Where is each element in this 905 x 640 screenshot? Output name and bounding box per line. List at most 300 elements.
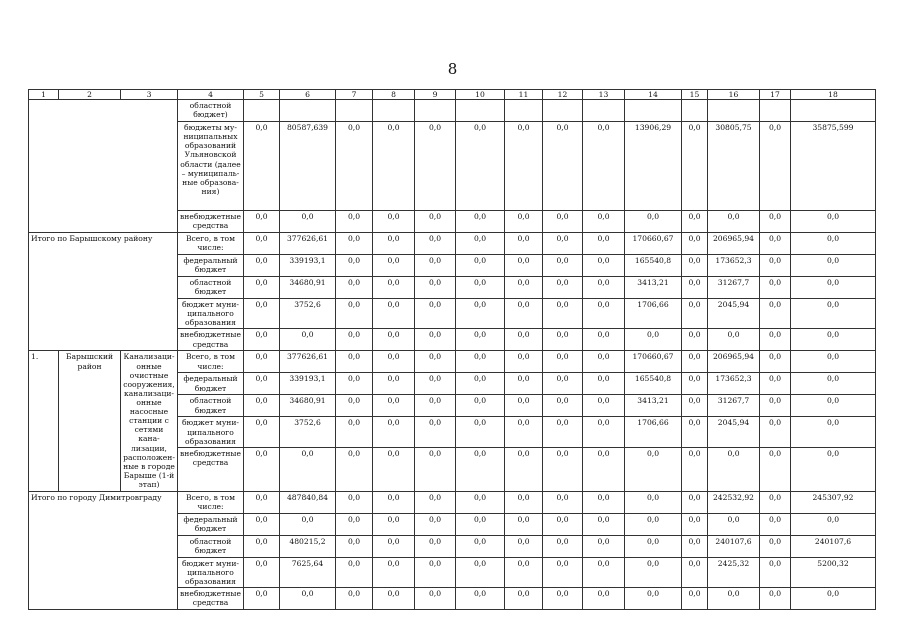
value-cell: 0,0: [543, 233, 583, 255]
value-cell: 34680,91: [280, 277, 336, 299]
value-cell: 0,0: [415, 513, 456, 535]
value-cell: 0,0: [583, 417, 625, 447]
budget-table: [28, 89, 876, 610]
value-cell: 0,0: [583, 588, 625, 610]
value-cell: 0,0: [543, 447, 583, 491]
value-cell: 0,0: [583, 491, 625, 513]
value-cell: 0,0: [336, 233, 373, 255]
value-cell: 0,0: [682, 122, 708, 211]
value-cell: 0,0: [682, 557, 708, 587]
value-cell: 206965,94: [708, 351, 760, 373]
value-cell: 0,0: [543, 329, 583, 351]
value-cell: 0,0: [280, 211, 336, 233]
value-cell: 0,0: [415, 447, 456, 491]
value-cell: 0,0: [760, 211, 791, 233]
value-cell: [505, 100, 543, 122]
value-cell: 0,0: [505, 588, 543, 610]
value-cell: 0,0: [244, 233, 280, 255]
value-cell: 2045,94: [708, 299, 760, 329]
value-cell: 0,0: [708, 588, 760, 610]
value-cell: 0,0: [456, 513, 505, 535]
value-cell: 0,0: [791, 417, 876, 447]
value-cell: 0,0: [373, 491, 415, 513]
value-cell: 0,0: [760, 277, 791, 299]
column-number-row: [29, 90, 876, 100]
value-cell: 0,0: [760, 233, 791, 255]
district-cell: Барышский район: [59, 351, 121, 491]
value-cell: 0,0: [244, 491, 280, 513]
value-cell: 0,0: [336, 373, 373, 395]
value-cell: 0,0: [625, 329, 682, 351]
value-cell: 35875,599: [791, 122, 876, 211]
column-number-cell: 10: [456, 90, 505, 100]
value-cell: 245307,92: [791, 491, 876, 513]
funding-source-cell: федеральный бюджет: [178, 373, 244, 395]
funding-source-cell: внебюджетные средства: [178, 588, 244, 610]
value-cell: 0,0: [336, 588, 373, 610]
value-cell: 0,0: [625, 535, 682, 557]
budget-table-sheet: [28, 89, 875, 610]
value-cell: 3413,21: [625, 395, 682, 417]
value-cell: 0,0: [336, 447, 373, 491]
column-number-cell: 15: [682, 90, 708, 100]
value-cell: 0,0: [415, 277, 456, 299]
funding-source-cell: бюджет муни-ципального образования: [178, 557, 244, 587]
value-cell: 0,0: [456, 447, 505, 491]
value-cell: 165540,8: [625, 255, 682, 277]
value-cell: 0,0: [505, 373, 543, 395]
value-cell: 377626,61: [280, 351, 336, 373]
value-cell: 0,0: [760, 395, 791, 417]
value-cell: 0,0: [336, 351, 373, 373]
value-cell: [583, 100, 625, 122]
value-cell: 165540,8: [625, 373, 682, 395]
value-cell: 0,0: [505, 299, 543, 329]
value-cell: 0,0: [336, 211, 373, 233]
value-cell: 0,0: [625, 211, 682, 233]
value-cell: 170660,67: [625, 233, 682, 255]
value-cell: 0,0: [415, 299, 456, 329]
value-cell: 0,0: [760, 491, 791, 513]
value-cell: 0,0: [456, 417, 505, 447]
value-cell: 0,0: [456, 255, 505, 277]
value-cell: 0,0: [543, 491, 583, 513]
column-number-cell: 18: [791, 90, 876, 100]
column-number-cell: 12: [543, 90, 583, 100]
column-number-cell: 13: [583, 90, 625, 100]
value-cell: 0,0: [244, 329, 280, 351]
value-cell: 0,0: [543, 557, 583, 587]
value-cell: 0,0: [760, 417, 791, 447]
value-cell: 0,0: [456, 211, 505, 233]
funding-source-cell: внебюджетные средства: [178, 211, 244, 233]
funding-source-cell: Всего, в том числе:: [178, 233, 244, 255]
value-cell: 0,0: [760, 588, 791, 610]
table-body: [29, 90, 876, 610]
funding-source-cell: областной бюджет: [178, 277, 244, 299]
value-cell: 3752,6: [280, 417, 336, 447]
value-cell: 0,0: [583, 211, 625, 233]
funding-source-cell: областной бюджет: [178, 535, 244, 557]
value-cell: 0,0: [373, 588, 415, 610]
value-cell: 3752,6: [280, 299, 336, 329]
value-cell: 0,0: [415, 351, 456, 373]
column-number-cell: 14: [625, 90, 682, 100]
value-cell: 0,0: [244, 211, 280, 233]
value-cell: 0,0: [336, 513, 373, 535]
value-cell: 0,0: [336, 122, 373, 211]
column-number-cell: 1: [29, 90, 59, 100]
value-cell: [456, 100, 505, 122]
value-cell: 0,0: [682, 373, 708, 395]
value-cell: 0,0: [682, 277, 708, 299]
value-cell: 0,0: [682, 329, 708, 351]
value-cell: 0,0: [708, 329, 760, 351]
value-cell: 0,0: [505, 351, 543, 373]
value-cell: 0,0: [760, 513, 791, 535]
value-cell: 0,0: [415, 233, 456, 255]
value-cell: 0,0: [415, 535, 456, 557]
value-cell: 0,0: [543, 277, 583, 299]
value-cell: 0,0: [682, 255, 708, 277]
column-number-cell: 8: [373, 90, 415, 100]
value-cell: 0,0: [543, 351, 583, 373]
value-cell: 0,0: [791, 373, 876, 395]
value-cell: 0,0: [543, 211, 583, 233]
value-cell: 0,0: [682, 513, 708, 535]
group-label-cell: Итого по городу Димитровграду: [29, 491, 178, 609]
column-number-cell: 5: [244, 90, 280, 100]
value-cell: 0,0: [415, 329, 456, 351]
value-cell: [760, 100, 791, 122]
value-cell: 0,0: [708, 211, 760, 233]
value-cell: 0,0: [415, 588, 456, 610]
value-cell: 0,0: [244, 255, 280, 277]
value-cell: 0,0: [244, 557, 280, 587]
value-cell: 0,0: [760, 329, 791, 351]
value-cell: 0,0: [336, 417, 373, 447]
value-cell: 1706,66: [625, 299, 682, 329]
value-cell: 173652,3: [708, 255, 760, 277]
funding-source-cell: Всего, в том числе:: [178, 491, 244, 513]
column-number-cell: 9: [415, 90, 456, 100]
value-cell: 0,0: [682, 211, 708, 233]
value-cell: 0,0: [373, 122, 415, 211]
value-cell: [373, 100, 415, 122]
value-cell: 0,0: [415, 491, 456, 513]
value-cell: 0,0: [415, 417, 456, 447]
value-cell: 0,0: [244, 447, 280, 491]
value-cell: 0,0: [456, 557, 505, 587]
value-cell: 0,0: [682, 535, 708, 557]
value-cell: 0,0: [682, 588, 708, 610]
value-cell: 0,0: [505, 329, 543, 351]
value-cell: 31267,7: [708, 395, 760, 417]
value-cell: 0,0: [373, 447, 415, 491]
value-cell: 0,0: [456, 351, 505, 373]
group-label-cell: Итого по Барышскому району: [29, 233, 178, 351]
value-cell: 0,0: [791, 351, 876, 373]
table-row: [29, 100, 876, 122]
value-cell: 0,0: [583, 395, 625, 417]
value-cell: 0,0: [373, 373, 415, 395]
page-number: 8: [447, 60, 458, 78]
value-cell: 0,0: [543, 513, 583, 535]
value-cell: 0,0: [791, 588, 876, 610]
value-cell: 0,0: [760, 255, 791, 277]
value-cell: 0,0: [682, 395, 708, 417]
value-cell: 0,0: [625, 447, 682, 491]
value-cell: 242532,92: [708, 491, 760, 513]
value-cell: 0,0: [760, 447, 791, 491]
value-cell: 0,0: [456, 277, 505, 299]
value-cell: 0,0: [760, 557, 791, 587]
value-cell: 0,0: [456, 373, 505, 395]
funding-source-cell: Всего, в том числе:: [178, 351, 244, 373]
value-cell: 0,0: [505, 211, 543, 233]
value-cell: 0,0: [760, 122, 791, 211]
value-cell: 0,0: [625, 491, 682, 513]
value-cell: 0,0: [373, 535, 415, 557]
value-cell: 0,0: [708, 513, 760, 535]
value-cell: 0,0: [760, 299, 791, 329]
value-cell: 0,0: [244, 277, 280, 299]
value-cell: 0,0: [791, 513, 876, 535]
value-cell: 0,0: [373, 395, 415, 417]
value-cell: 30805,75: [708, 122, 760, 211]
column-number-cell: 7: [336, 90, 373, 100]
value-cell: 0,0: [415, 122, 456, 211]
value-cell: 339193,1: [280, 255, 336, 277]
value-cell: 5200,32: [791, 557, 876, 587]
value-cell: 0,0: [244, 417, 280, 447]
value-cell: 0,0: [760, 373, 791, 395]
funding-source-cell: областной бюджет: [178, 395, 244, 417]
value-cell: 2045,94: [708, 417, 760, 447]
value-cell: 0,0: [373, 277, 415, 299]
value-cell: 0,0: [373, 299, 415, 329]
table-row: [29, 233, 876, 255]
column-number-cell: 3: [121, 90, 178, 100]
value-cell: 0,0: [373, 255, 415, 277]
value-cell: 0,0: [682, 233, 708, 255]
value-cell: 31267,7: [708, 277, 760, 299]
funding-source-cell: бюджеты му-ниципальных образований Ульяновской области (далее – муниципаль-ные образова-ния): [178, 122, 244, 211]
value-cell: 0,0: [543, 255, 583, 277]
value-cell: 3413,21: [625, 277, 682, 299]
value-cell: 0,0: [415, 557, 456, 587]
funding-source-cell: внебюджетные средства: [178, 447, 244, 491]
value-cell: 80587,639: [280, 122, 336, 211]
value-cell: 0,0: [583, 233, 625, 255]
value-cell: 0,0: [456, 233, 505, 255]
value-cell: 0,0: [244, 122, 280, 211]
value-cell: 0,0: [760, 535, 791, 557]
value-cell: 7625,64: [280, 557, 336, 587]
value-cell: 0,0: [791, 329, 876, 351]
value-cell: 339193,1: [280, 373, 336, 395]
value-cell: 0,0: [505, 557, 543, 587]
value-cell: 0,0: [280, 588, 336, 610]
value-cell: 0,0: [336, 535, 373, 557]
table-row: [29, 491, 876, 513]
value-cell: 0,0: [791, 255, 876, 277]
value-cell: 487840,84: [280, 491, 336, 513]
value-cell: 0,0: [505, 122, 543, 211]
value-cell: 0,0: [682, 351, 708, 373]
value-cell: 0,0: [791, 395, 876, 417]
value-cell: 0,0: [415, 395, 456, 417]
value-cell: 34680,91: [280, 395, 336, 417]
value-cell: 0,0: [583, 122, 625, 211]
value-cell: [791, 100, 876, 122]
value-cell: 173652,3: [708, 373, 760, 395]
value-cell: 1706,66: [625, 417, 682, 447]
value-cell: 0,0: [583, 351, 625, 373]
value-cell: 0,0: [625, 588, 682, 610]
value-cell: 0,0: [456, 299, 505, 329]
value-cell: 0,0: [625, 557, 682, 587]
value-cell: 0,0: [415, 373, 456, 395]
value-cell: 0,0: [456, 329, 505, 351]
value-cell: 0,0: [244, 513, 280, 535]
value-cell: 0,0: [505, 233, 543, 255]
funding-source-cell: федеральный бюджет: [178, 255, 244, 277]
value-cell: 0,0: [708, 447, 760, 491]
value-cell: 0,0: [583, 277, 625, 299]
value-cell: [280, 100, 336, 122]
value-cell: 0,0: [336, 255, 373, 277]
value-cell: 170660,67: [625, 351, 682, 373]
value-cell: 0,0: [505, 535, 543, 557]
funding-source-cell: внебюджетные средства: [178, 329, 244, 351]
value-cell: 13906,29: [625, 122, 682, 211]
value-cell: 0,0: [505, 491, 543, 513]
value-cell: 0,0: [336, 557, 373, 587]
column-number-cell: 2: [59, 90, 121, 100]
value-cell: 0,0: [682, 447, 708, 491]
value-cell: 0,0: [244, 535, 280, 557]
value-cell: 0,0: [543, 299, 583, 329]
group-label-cell: [29, 100, 178, 233]
value-cell: 0,0: [583, 535, 625, 557]
value-cell: 0,0: [505, 417, 543, 447]
value-cell: 240107,6: [708, 535, 760, 557]
value-cell: 0,0: [791, 447, 876, 491]
value-cell: 0,0: [682, 417, 708, 447]
value-cell: 0,0: [583, 329, 625, 351]
value-cell: 0,0: [336, 329, 373, 351]
value-cell: 0,0: [415, 255, 456, 277]
value-cell: 0,0: [543, 395, 583, 417]
value-cell: 0,0: [682, 491, 708, 513]
value-cell: 0,0: [543, 535, 583, 557]
value-cell: 0,0: [373, 211, 415, 233]
value-cell: 0,0: [280, 447, 336, 491]
column-number-cell: 4: [178, 90, 244, 100]
value-cell: [415, 100, 456, 122]
value-cell: [625, 100, 682, 122]
value-cell: 0,0: [543, 122, 583, 211]
value-cell: [244, 100, 280, 122]
value-cell: 0,0: [373, 513, 415, 535]
value-cell: 0,0: [280, 329, 336, 351]
funding-source-cell: федеральный бюджет: [178, 513, 244, 535]
row-number-cell: 1.: [29, 351, 59, 491]
value-cell: 0,0: [583, 557, 625, 587]
value-cell: [682, 100, 708, 122]
value-cell: 0,0: [336, 299, 373, 329]
value-cell: 0,0: [336, 491, 373, 513]
column-number-cell: 16: [708, 90, 760, 100]
value-cell: 0,0: [244, 588, 280, 610]
value-cell: 206965,94: [708, 233, 760, 255]
value-cell: 0,0: [244, 395, 280, 417]
value-cell: 0,0: [543, 588, 583, 610]
value-cell: 0,0: [505, 447, 543, 491]
funding-source-cell: бюджет муни-ципального образования: [178, 299, 244, 329]
value-cell: 0,0: [456, 122, 505, 211]
value-cell: [543, 100, 583, 122]
funding-source-cell: бюджет муни-ципального образования: [178, 417, 244, 447]
value-cell: 0,0: [373, 351, 415, 373]
value-cell: 0,0: [543, 417, 583, 447]
value-cell: 0,0: [682, 299, 708, 329]
value-cell: 0,0: [505, 513, 543, 535]
value-cell: 0,0: [583, 255, 625, 277]
value-cell: [708, 100, 760, 122]
value-cell: 0,0: [505, 395, 543, 417]
funding-source-cell: областной бюджет): [178, 100, 244, 122]
value-cell: 0,0: [625, 513, 682, 535]
column-number-cell: 11: [505, 90, 543, 100]
value-cell: 0,0: [583, 299, 625, 329]
value-cell: 0,0: [456, 395, 505, 417]
value-cell: 0,0: [791, 233, 876, 255]
value-cell: 0,0: [373, 329, 415, 351]
value-cell: 0,0: [415, 211, 456, 233]
value-cell: 2425,32: [708, 557, 760, 587]
column-number-cell: 17: [760, 90, 791, 100]
value-cell: 0,0: [583, 373, 625, 395]
value-cell: 377626,61: [280, 233, 336, 255]
value-cell: 0,0: [373, 417, 415, 447]
table-row: [29, 351, 876, 373]
value-cell: 480215,2: [280, 535, 336, 557]
value-cell: 0,0: [791, 299, 876, 329]
value-cell: 0,0: [456, 491, 505, 513]
value-cell: 0,0: [456, 535, 505, 557]
value-cell: 0,0: [244, 373, 280, 395]
value-cell: 0,0: [373, 557, 415, 587]
value-cell: 0,0: [244, 351, 280, 373]
value-cell: 0,0: [760, 351, 791, 373]
value-cell: 0,0: [280, 513, 336, 535]
value-cell: 0,0: [791, 277, 876, 299]
object-cell: Канализаци-онные очистные сооружения, канализаци-онные насосные станции с сетями кана-лизации, расположен-ные в городе Барыше (1-й этап): [121, 351, 178, 491]
value-cell: 0,0: [543, 373, 583, 395]
value-cell: 0,0: [336, 277, 373, 299]
value-cell: 0,0: [583, 513, 625, 535]
value-cell: [336, 100, 373, 122]
value-cell: 0,0: [583, 447, 625, 491]
value-cell: 0,0: [244, 299, 280, 329]
value-cell: 0,0: [373, 233, 415, 255]
value-cell: 0,0: [456, 588, 505, 610]
value-cell: 0,0: [791, 211, 876, 233]
value-cell: 0,0: [505, 255, 543, 277]
value-cell: 240107,6: [791, 535, 876, 557]
